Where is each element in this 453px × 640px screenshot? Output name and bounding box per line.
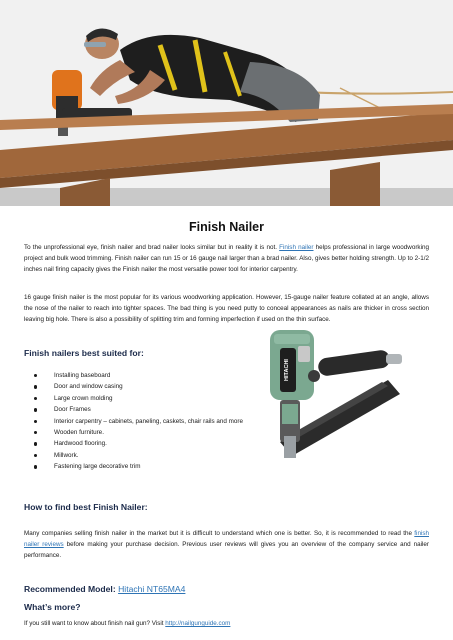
list-item: Door and window casing <box>24 381 264 392</box>
page-title: Finish Nailer <box>188 220 265 234</box>
recommended-label: Recommended Model: <box>24 584 119 594</box>
nailgunguide-link[interactable]: http://nailgunguide.com <box>165 620 231 627</box>
finish-nailer-reviews-link[interactable]: finish nailer reviews <box>24 530 429 548</box>
roofer-illustration <box>0 0 453 206</box>
finish-nailer-link[interactable]: Finish nailer <box>279 244 314 251</box>
list-item: Door Frames <box>24 404 264 415</box>
more-paragraph <box>24 618 429 629</box>
list-item: Installing baseboard <box>24 370 264 381</box>
list-item: Fastening large decorative trim <box>24 461 264 472</box>
list-item: Interior carpentry – cabinets, paneling, caskets, chair rails and more <box>24 416 264 427</box>
recommended-model <box>24 584 185 594</box>
list-item: Large crown molding <box>24 393 264 404</box>
recommended-model-link[interactable]: Hitachi NT65MA4 <box>118 584 186 594</box>
list-item: Wooden furniture. <box>24 427 264 438</box>
more-text: If you still want to know about finish nail gun? Visit <box>24 620 166 627</box>
intro-text-end: helps professional in large woodworking project and bulk wood trimming. Finish nailer can run 15 or 16 gauge nail larger than a brad nailer. Also, gives better holding strength. Up to 2-1/2 inches nail firing capacity gives the Finish nailer the most versatile power tool for interior carpentry. <box>24 244 429 273</box>
find-text-start: Many companies selling finish nailer in the market but it is difficult to understand which one is better. So, it is recommended to read the <box>24 530 415 537</box>
intro-text-start: To the unprofessional eye, finish nailer and brad nailer looks similar but in reality it is not. <box>24 244 280 251</box>
find-paragraph <box>24 528 429 561</box>
list-item: Hardwood flooring. <box>24 438 264 449</box>
intro-paragraph <box>24 242 429 275</box>
suited-heading: Finish nailers best suited for: <box>24 348 144 358</box>
find-text-end: before making your purchase decision. Previous user reviews will gives you an overview of the company service and nailer performance. <box>24 541 429 559</box>
hero-photo <box>0 0 453 206</box>
more-heading: What’s more? <box>24 602 81 612</box>
find-heading: How to find best Finish Nailer: <box>24 502 148 512</box>
nail-gun-illustration <box>258 324 418 472</box>
nailer-product-image <box>258 324 418 472</box>
brand-label: HITACHI <box>284 359 290 381</box>
suited-list <box>24 370 264 473</box>
list-item: Millwork. <box>24 450 264 461</box>
gauge-paragraph: 16 gauge finish nailer is the most popular for its various woodworking application. However, 15-gauge nailer feature collated at an angle, allows the nose of the nailer to reach into tighter spaces. The bad thing is you need putty to conceal appearances as nails are thicker in cross section leaving big hole. There is also a possibility of splitting trim and forming imperfection if used on the thin surface. <box>24 294 429 323</box>
